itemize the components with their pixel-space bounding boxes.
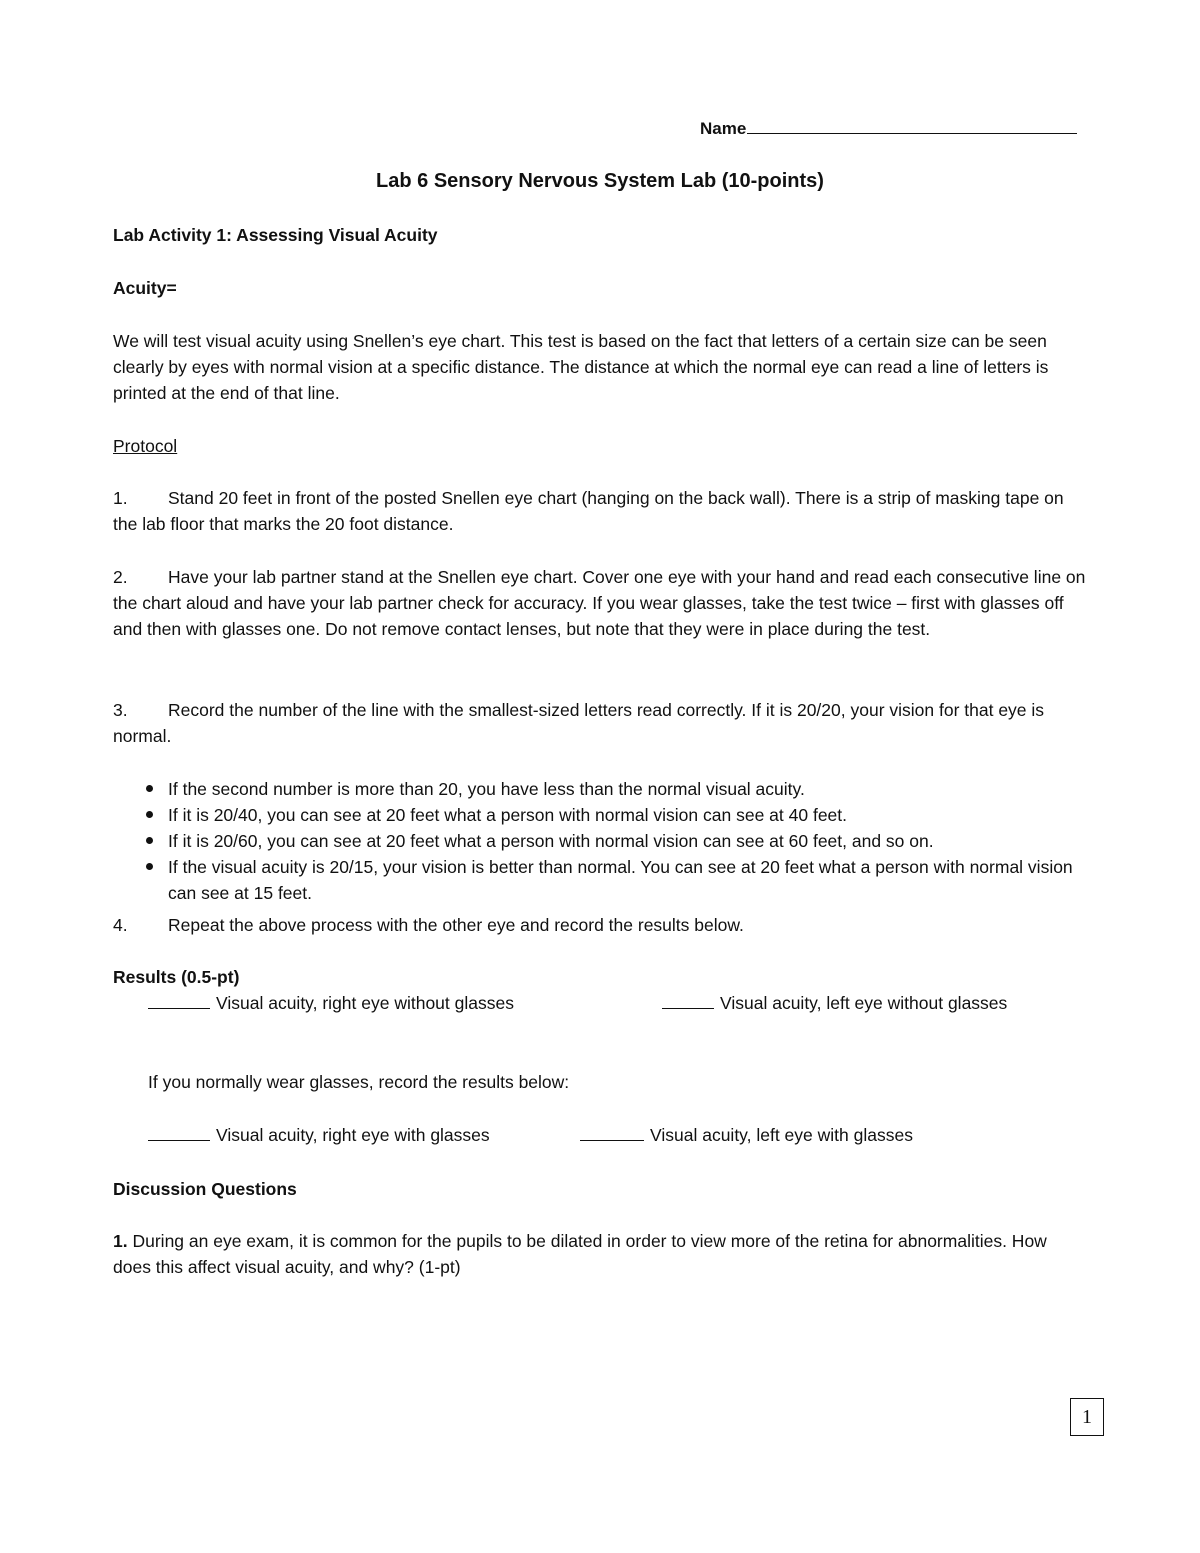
answer-blank[interactable] xyxy=(148,991,210,1009)
step-number: 1. xyxy=(113,488,128,508)
list-item: If the second number is more than 20, you have less than the normal visual acuity. xyxy=(113,776,1088,802)
result-label: Visual acuity, left eye without glasses xyxy=(720,993,1008,1013)
answer-blank[interactable] xyxy=(580,1123,644,1141)
discussion-heading: Discussion Questions xyxy=(113,1179,297,1199)
result-label: Visual acuity, right eye without glasses xyxy=(216,993,514,1013)
step-text: Record the number of the line with the smallest-sized letters read correctly. If it is 20/20, your vision for that eye is normal. xyxy=(113,700,1045,746)
step-text: Repeat the above process with the other eye and record the results below. xyxy=(168,915,744,935)
result-left-glasses xyxy=(580,1122,913,1148)
step-2 xyxy=(113,564,1088,642)
step-number: 4. xyxy=(113,915,128,935)
name-label: Name xyxy=(700,119,747,138)
name-field xyxy=(700,116,1077,142)
result-label: Visual acuity, left eye with glasses xyxy=(650,1125,913,1145)
step-number: 3. xyxy=(113,700,128,720)
protocol-heading: Protocol xyxy=(113,436,178,456)
name-blank-line[interactable] xyxy=(747,117,1077,134)
intro-paragraph: We will test visual acuity using Snellen’s eye chart. This test is based on the fact that letters of a certain size can be seen clearly by eyes with normal vision at a specific distance. The distance at which the normal eye can read a line of letters is printed at the end of that line. xyxy=(113,331,1049,403)
step-text: Stand 20 feet in front of the posted Snellen eye chart (hanging on the back wall). There is a strip of masking tape on the lab floor that marks the 20 foot distance. xyxy=(113,488,1064,534)
answer-blank[interactable] xyxy=(662,991,714,1009)
step-3 xyxy=(113,697,1088,749)
step-1 xyxy=(113,485,1088,537)
question-number: 1. xyxy=(113,1231,128,1251)
step-4 xyxy=(113,912,1088,938)
acuity-bullet-list xyxy=(113,776,1088,906)
list-item: If it is 20/40, you can see at 20 feet what a person with normal vision can see at 40 feet. xyxy=(113,802,1088,828)
result-right-glasses xyxy=(148,1122,490,1148)
list-item: If the visual acuity is 20/15, your vision is better than normal. You can see at 20 feet what a person with normal vision can see at 15 feet. xyxy=(113,854,1088,906)
page-title: Lab 6 Sensory Nervous System Lab (10-points) xyxy=(376,170,824,192)
result-right-no-glasses xyxy=(148,990,514,1016)
result-label: Visual acuity, right eye with glasses xyxy=(216,1125,490,1145)
result-left-no-glasses xyxy=(662,990,1007,1016)
answer-blank[interactable] xyxy=(148,1123,210,1141)
step-text: Have your lab partner stand at the Snellen eye chart. Cover one eye with your hand and read each consecutive line on the chart aloud and have your lab partner check for accuracy. If you wear glasses, take the test twice – first with glasses off and then with glasses one. Do not remove contact lenses, but note that they were in place during the test. xyxy=(113,567,1086,639)
step-number: 2. xyxy=(113,567,128,587)
activity-heading: Lab Activity 1: Assessing Visual Acuity xyxy=(113,225,438,245)
glasses-prompt: If you normally wear glasses, record the results below: xyxy=(148,1072,570,1092)
page-number: 1 xyxy=(1070,1398,1104,1436)
results-heading: Results (0.5-pt) xyxy=(113,967,240,987)
question-text: During an eye exam, it is common for the pupils to be dilated in order to view more of the retina for abnormalities. How does this affect visual acuity, and why? (1-pt) xyxy=(113,1231,1047,1277)
acuity-label: Acuity= xyxy=(113,278,177,298)
discussion-question-1 xyxy=(113,1228,1088,1280)
list-item: If it is 20/60, you can see at 20 feet what a person with normal vision can see at 60 feet, and so on. xyxy=(113,828,1088,854)
